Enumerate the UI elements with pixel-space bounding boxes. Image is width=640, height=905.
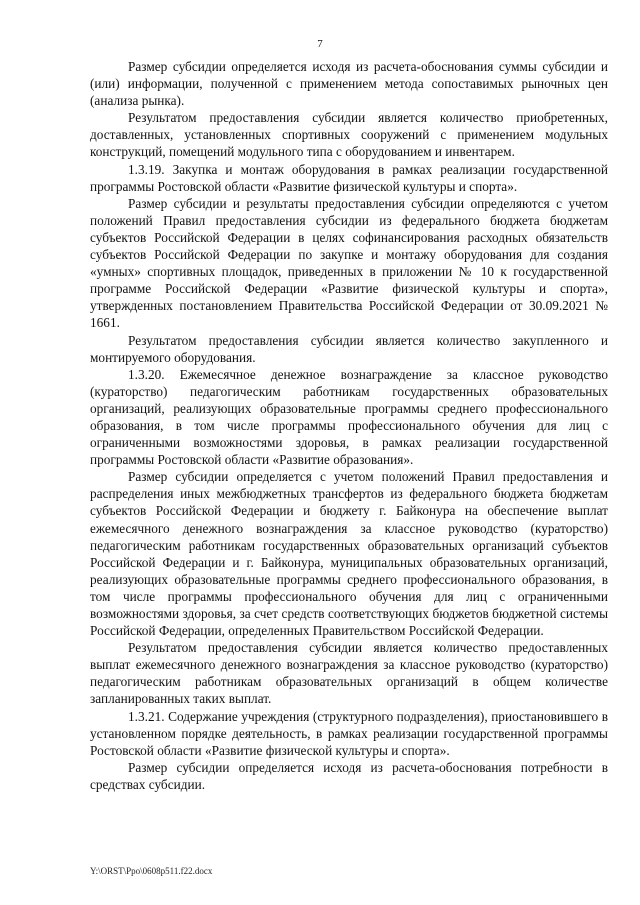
paragraph: Результатом предоставления субсидии является количество закупленного и монтируемого оборудования. (90, 332, 608, 365)
file-path-footer: Y:\ORST\Ppo\0608p511.f22.docx (90, 866, 213, 876)
document-body (90, 58, 608, 793)
paragraph: 1.3.21. Содержание учреждения (структурного подразделения), приостановившего в установленном порядке деятельность, в рамках реализации государственной программы Ростовской области «Развитие физической культуры и спорта». (90, 708, 608, 758)
paragraph: 1.3.20. Ежемесячное денежное вознаграждение за классное руководство (кураторство) педагогическим работникам государственных образовательных организаций, реализующих образовательные программы среднего профессионального образования, в том числе программы профессионального обучения для лиц с ограниченными возможностями здоровья, в рамках реализации государственной программы Ростовской области «Развитие образования». (90, 366, 608, 468)
paragraph: Размер субсидии и результаты предоставления субсидии определяются с учетом положений Правил предоставления субсидии из федерального бюджета бюджетам субъектов Российской Федерации в целях софинансирования расходных обязательств субъектов Российской Федерации по закупке и монтажу оборудования для создания «умных» спортивных площадок, приведенных в приложении № 10 к государственной программе Российской Федерации «Развитие физической культуры и спорта», утвержденных постановлением Правительства Российской Федерации от 30.09.2021 № 1661. (90, 195, 608, 331)
paragraph: Результатом предоставления субсидии является количество приобретенных, доставленных, установленных спортивных сооружений с применением модульных конструкций, помещений модульного типа с оборудованием и инвентарем. (90, 110, 608, 160)
paragraph: Размер субсидии определяется с учетом положений Правил предоставления и распределения иных межбюджетных трансфертов из федерального бюджета бюджетам субъектов Российской Федерации и бюджету г. Байконура на обеспечение выплат ежемесячного денежного вознаграждения за классное руководство (кураторство) педагогическим работникам государственных образовательных организаций субъектов Российской Федерации и г. Байконура, муниципальных образовательных организаций, реализующих образовательные программы среднего профессионального образования, в том числе программы профессионального обучения для лиц с ограниченными возможностями здоровья, за счет средств соответствующих бюджетов бюджетной системы Российской Федерации, определенных Правительством Российской Федерации. (90, 469, 608, 639)
paragraph: Размер субсидии определяется исходя из расчета-обоснования потребности в средствах субсидии. (90, 759, 608, 792)
paragraph: Размер субсидии определяется исходя из расчета-обоснования суммы субсидии и (или) информации, полученной с применением метода сопоставимых рыночных цен (анализа рынка). (90, 59, 608, 109)
paragraph: 1.3.19. Закупка и монтаж оборудования в рамках реализации государственной программы Ростовской области «Развитие физической культуры и спорта». (90, 161, 608, 194)
page-number: 7 (317, 38, 323, 50)
paragraph: Результатом предоставления субсидии является количество предоставленных выплат ежемесячного денежного вознаграждения за классное руководство (кураторство) педагогическим работникам образовательных организаций в общем количестве запланированных таких выплат. (90, 640, 608, 707)
